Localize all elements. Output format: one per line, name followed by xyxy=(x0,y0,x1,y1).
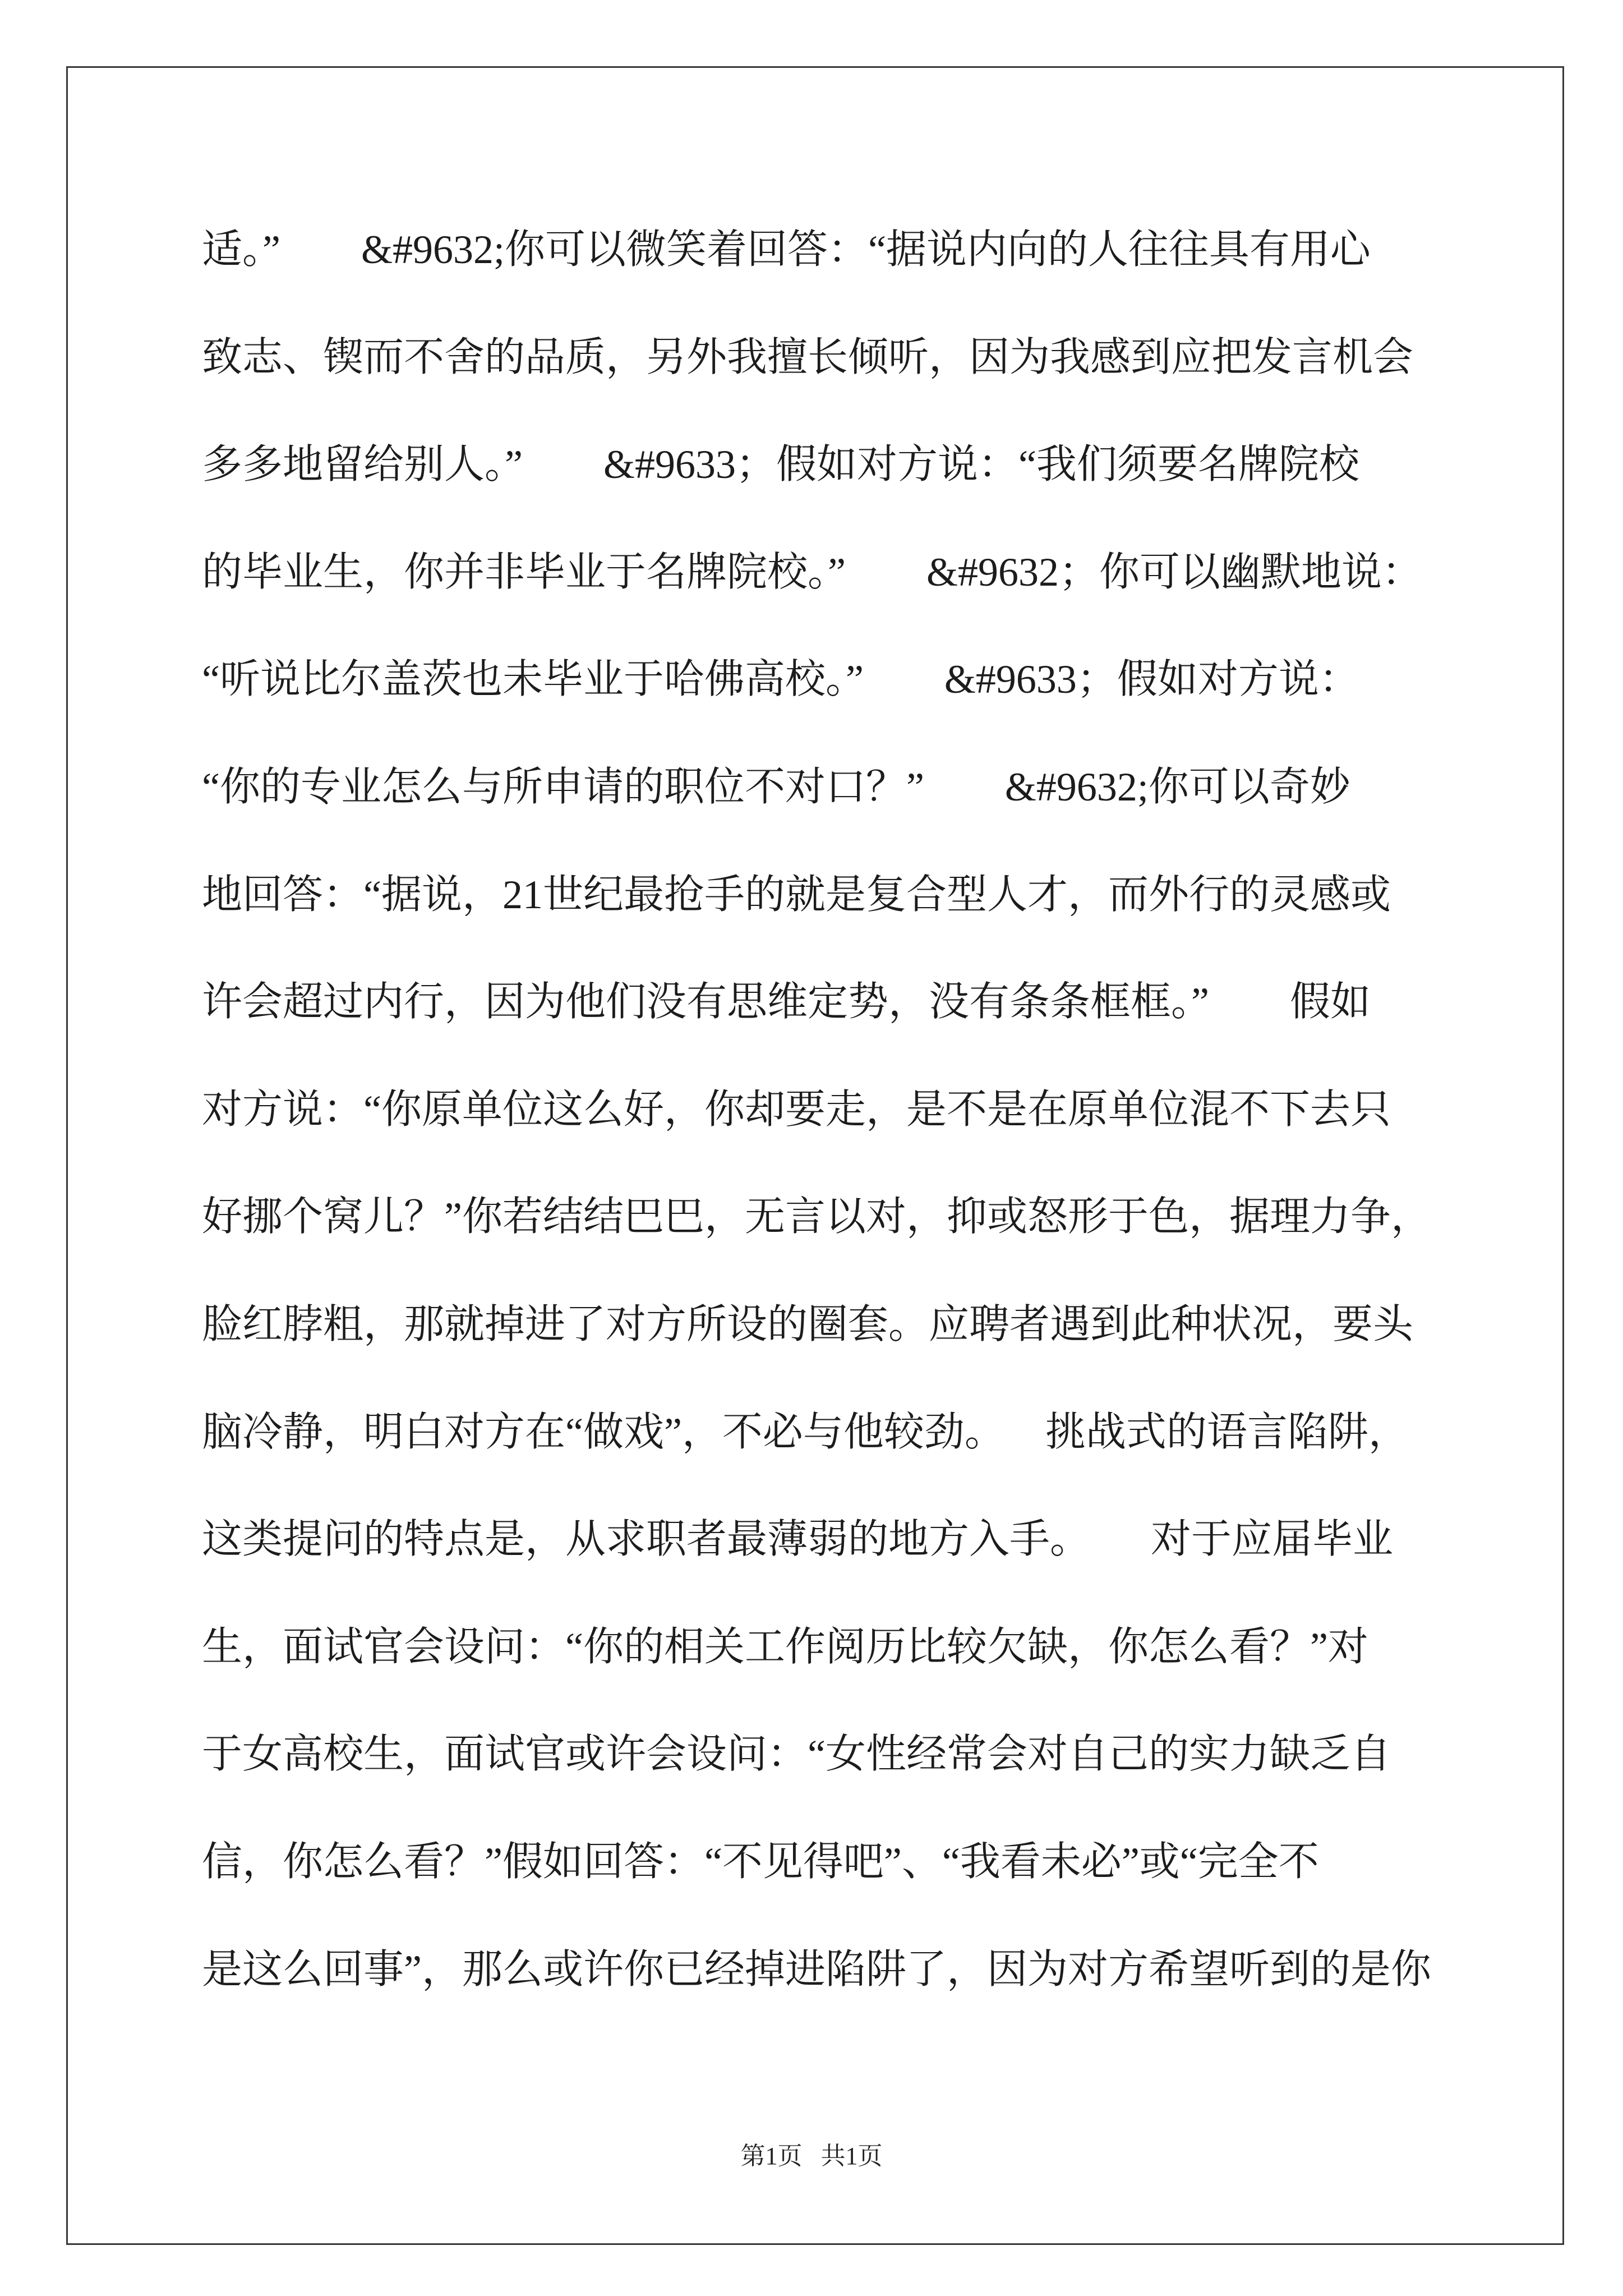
text-line: 对方说：“你原单位这么好，你却要走，是不是在原单位混不下去只 xyxy=(202,1087,1391,1132)
text-line: 是这么回事”，那么或许你已经掉进陷阱了，因为对方希望听到的是你 xyxy=(202,1947,1431,1992)
text-line: 致志、锲而不舍的品质，另外我擅长倾听，因为我感到应把发言机会 xyxy=(202,334,1414,380)
text-line: 生，面试官会设问：“你的相关工作阅历比较欠缺，你怎么看？”对 xyxy=(202,1624,1368,1669)
text-line: 这类提问的特点是，从求职者最薄弱的地方入手。 对于应届毕业 xyxy=(202,1517,1394,1562)
text-line: 地回答：“据说，21世纪最抢手的就是复合型人才，而外行的灵感或 xyxy=(202,872,1391,917)
text-line: 许会超过内行，因为他们没有思维定势，没有条条框框。” 假如 xyxy=(202,979,1371,1025)
document-body xyxy=(202,196,1537,2023)
text-line: “听说比尔盖茨也未毕业于哈佛高校。” &#9633；假如对方说： xyxy=(202,657,1359,702)
text-line: 于女高校生，面试官或许会设问：“女性经常会对自己的实力缺乏自 xyxy=(202,1732,1391,1777)
text-line: “你的专业怎么与所申请的职位不对口？” &#9632;你可以奇妙 xyxy=(202,764,1350,809)
page-footer: 第1页 共1页 xyxy=(740,2142,883,2170)
text-line: 信，你怎么看？”假如回答：“不见得吧”、“我看未必”或“完全不 xyxy=(202,1839,1319,1884)
text-line: 好挪个窝儿？”你若结结巴巴，无言以对，抑或怒形于色，据理力争， xyxy=(202,1194,1431,1240)
text-line: 的毕业生，你并非毕业于名牌院校。” &#9632；你可以幽默地说： xyxy=(202,549,1422,595)
text-line: 脑冷静，明白对方在“做戏”，不必与他较劲。 挑战式的语言陷阱， xyxy=(202,1409,1409,1455)
text-line: 脸红脖粗，那就掉进了对方所设的圈套。应聘者遇到此种状况，要头 xyxy=(202,1301,1414,1347)
text-line: 适。” &#9632;你可以微笑着回答：“据说内向的人往往具有用心 xyxy=(202,227,1371,272)
text-line: 多多地留给别人。” &#9633；假如对方说：“我们须要名牌院校 xyxy=(202,442,1359,487)
